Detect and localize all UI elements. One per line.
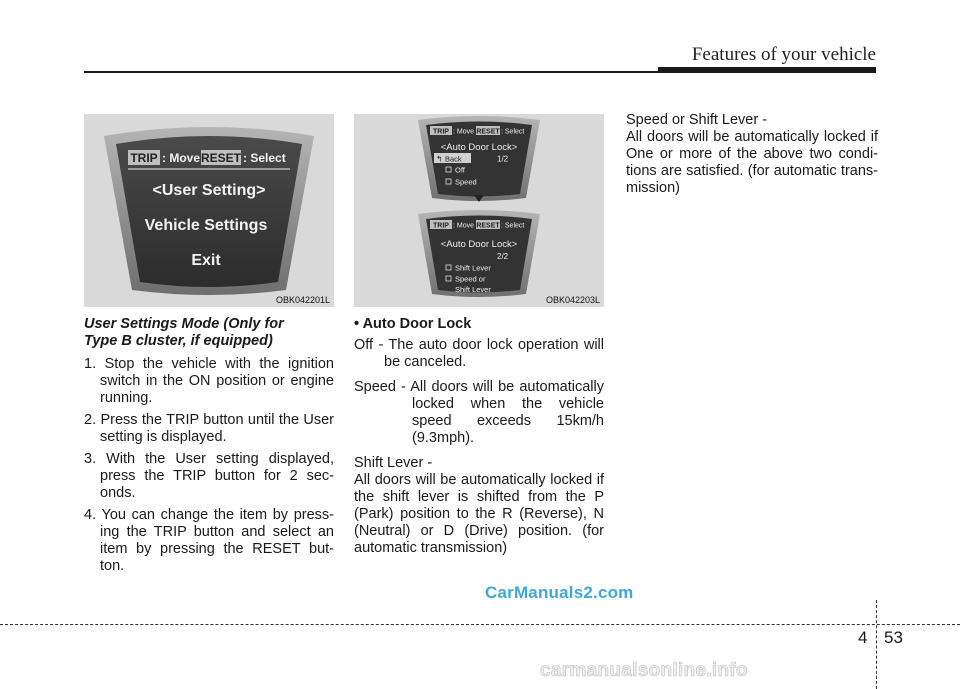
section-heading-line-2: Type B cluster, if equipped) (84, 333, 273, 349)
column-speed-or-shift (626, 112, 878, 201)
top-trip: TRIP (433, 128, 449, 136)
bottom-trip: TRIP (433, 222, 449, 230)
step-1: 1. Stop the vehicle with the ignition switch in the ON position or engine running. (84, 356, 334, 406)
bottom-reset: RESET (476, 222, 500, 230)
top-page: 1/2 (497, 154, 509, 164)
watermark-link[interactable]: CarManuals2.com (485, 583, 634, 602)
section-heading (84, 316, 334, 350)
top-reset: RESET (476, 128, 500, 136)
menu-line-vehicle-settings: Vehicle Settings (144, 217, 268, 234)
header-title: Features of your vehicle (691, 44, 876, 65)
top-title: <Auto Door Lock> (440, 142, 518, 153)
bottom-title: <Auto Door Lock> (440, 239, 518, 250)
figure-auto-door-lock (354, 114, 604, 307)
shift-lever-title: Shift Lever - (354, 455, 433, 471)
top-select: : Select (501, 128, 525, 136)
menu-trip-label: TRIP (130, 151, 158, 165)
back-arrow-icon: ↰ (436, 154, 443, 164)
bottom-opt-shift-2: Shift Lever (455, 285, 491, 294)
def-off: Off - The auto door lock operation will be canceled. (354, 337, 604, 370)
shift-lever-body: All doors will be automatically locked if the shift lever is shifted from the P (Park) position to the R (Reverse), N (Neutral) or D (Drive) position. (for automatic transmission) (354, 472, 604, 556)
figure-code: OBK042203L (545, 295, 600, 305)
footer-rule (0, 624, 960, 625)
top-back: Back (445, 154, 462, 164)
menu-select-label: : Select (243, 151, 286, 165)
step-4: 4. You can change the item by press-ing the TRIP button and select an item by pressing the RESET but-ton. (84, 507, 334, 574)
auto-door-lock-screens (354, 114, 604, 307)
bottom-opt-shift: Shift Lever (455, 263, 491, 273)
footer-divider (876, 600, 877, 689)
menu-move-label: : Move (162, 151, 201, 165)
top-opt-speed: Speed (455, 177, 477, 187)
menu-line-user-setting: <User Setting> (152, 182, 266, 199)
header-rule-accent (658, 67, 876, 73)
column-user-settings (84, 316, 334, 580)
speed-or-shift-body: All doors will be automatically locked if One or more of the above two condi-tions are satisfied. (for automatic trans-mission) (626, 129, 878, 196)
page-number: 53 (884, 628, 903, 647)
step-3: 3. With the User setting displayed, press the TRIP button for 2 sec-onds. (84, 451, 334, 501)
bottom-opt-speed-or: Speed or (455, 274, 486, 284)
step-2: 2. Press the TRIP button until the User setting is displayed. (84, 412, 334, 445)
bottom-select: : Select (501, 222, 525, 230)
top-move: : Move (453, 128, 475, 136)
footer-brand-watermark: carmanualsonline.info (540, 660, 748, 681)
chapter-number: 4 (858, 628, 868, 647)
bottom-page: 2/2 (497, 252, 509, 261)
figure-user-setting (84, 114, 334, 307)
menu-line-exit: Exit (191, 252, 221, 269)
cluster-display-illustration (84, 114, 334, 307)
speed-or-shift-title: Speed or Shift Lever - (626, 112, 768, 128)
column-auto-door-lock (354, 316, 604, 561)
figure-code: OBK042201L (275, 295, 330, 305)
bullet-auto-door-lock: • Auto Door Lock (354, 316, 472, 332)
section-heading-line-1: User Settings Mode (Only for (84, 316, 284, 332)
top-opt-off: Off (455, 165, 465, 175)
menu-reset-label: RESET (200, 151, 242, 165)
bottom-move: : Move (453, 222, 475, 230)
def-speed: Speed - All doors will be automatically locked when the vehicle speed exceeds 15km/h (9.3mph). (354, 379, 604, 446)
